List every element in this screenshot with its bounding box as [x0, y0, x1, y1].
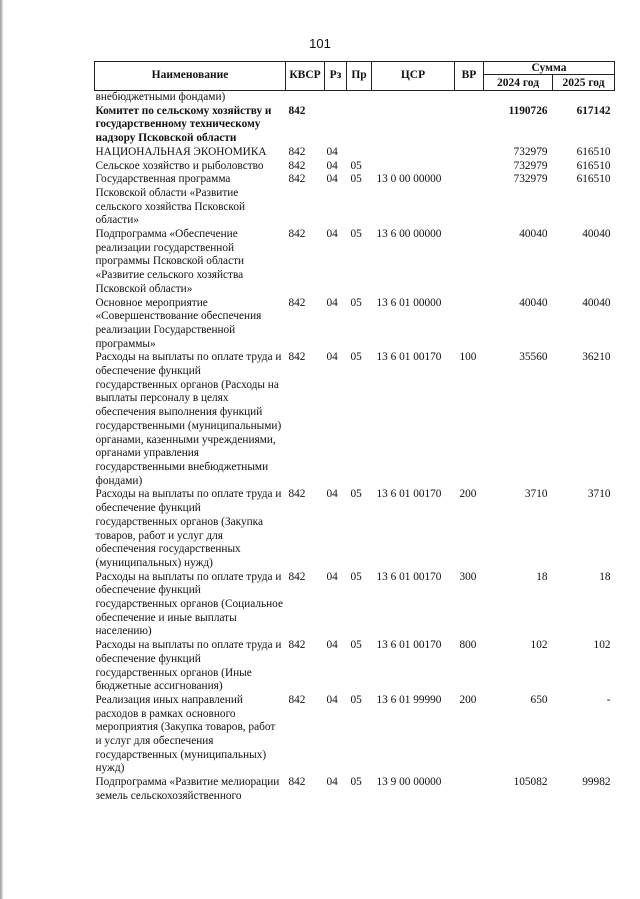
row-sum-2025: 40040: [582, 296, 611, 309]
row-csr: [372, 91, 455, 105]
row-kvsr: 842: [288, 693, 306, 706]
row-sum-2025: 99982: [582, 776, 611, 789]
row-sum-2024: 105082: [513, 776, 548, 789]
table-row: [95, 146, 615, 160]
table-row: [95, 228, 615, 297]
row-sum-2024: [484, 91, 553, 105]
row-kvsr: 842: [288, 488, 306, 501]
row-vr: [455, 776, 484, 803]
row-rz: 04: [326, 351, 338, 364]
row-vr: [455, 105, 484, 146]
row-pr: [347, 146, 372, 160]
table-row: [95, 351, 615, 488]
row-kvsr: 842: [288, 351, 306, 364]
row-csr: 13 6 01 00170: [376, 639, 442, 652]
table-row: [95, 173, 615, 228]
row-sum-2024: 40040: [519, 228, 548, 241]
row-sum-2025: 617142: [576, 104, 611, 117]
header-year-2025: 2025 год: [553, 75, 615, 91]
row-vr: 200: [459, 488, 477, 501]
row-sum-2025: 616510: [576, 145, 611, 158]
row-sum-2024: 650: [530, 693, 548, 706]
row-sum-2024: 1190726: [508, 104, 548, 117]
row-kvsr: 842: [288, 104, 306, 117]
row-csr: [372, 105, 455, 146]
row-vr: [455, 228, 484, 297]
row-pr: 05: [350, 776, 362, 789]
row-vr: [455, 173, 484, 228]
row-pr: 05: [350, 488, 362, 501]
row-name: Подпрограмма «Развитие мелиорации земель сельскохозяйственного: [95, 776, 280, 802]
header-name: Наименование: [95, 62, 286, 91]
row-kvsr: 842: [288, 159, 306, 172]
row-rz: 04: [326, 639, 338, 652]
row-pr: 05: [350, 693, 362, 706]
row-rz: 04: [326, 159, 338, 172]
header-csr: ЦСР: [372, 62, 455, 91]
row-kvsr: 842: [288, 173, 306, 186]
row-name: Сельское хозяйство и рыболовство: [95, 159, 264, 172]
row-pr: 05: [350, 173, 362, 186]
table-row: [95, 571, 615, 640]
row-rz: 04: [326, 228, 338, 241]
row-vr: [455, 297, 484, 352]
row-kvsr: 842: [288, 296, 306, 309]
row-sum-2024: 35560: [519, 351, 548, 364]
header-year-2024: 2024 год: [484, 75, 553, 91]
row-name: внебюджетными фондами): [95, 91, 226, 103]
row-sum-2024: 732979: [513, 145, 548, 158]
row-csr: 13 6 01 00170: [376, 488, 442, 501]
row-pr: [347, 91, 372, 105]
header-rz: Рз: [325, 62, 347, 91]
row-name: Государственная программа Псковской области «Развитие сельского хозяйства Псковской области»: [95, 173, 246, 227]
row-sum-2025: 616510: [576, 159, 611, 172]
row-name: Подпрограмма «Обеспечение реализации государственной программы Псковской области «Развитие сельского хозяйства Псковской области»: [95, 228, 245, 295]
header-sum: Сумма: [484, 62, 615, 75]
row-name: Расходы на выплаты по оплате труда и обеспечение функций государственных органов (Иные бюджетные ассигнования): [95, 639, 282, 693]
row-sum-2025: [553, 91, 615, 105]
row-name: Расходы на выплаты по оплате труда и обеспечение функций государственных органов (Расходы на выплаты персоналу в целях обеспечения выполнения функций государственными (муниципальными) органами, казенными учреждениями, органами управления государственными внебюджетными фондами): [95, 351, 282, 487]
page-number: 101: [309, 36, 331, 51]
row-sum-2024: 102: [530, 639, 548, 652]
row-csr: 13 6 01 99990: [376, 693, 442, 706]
table-row: [95, 639, 615, 694]
table-row: [95, 105, 615, 146]
row-rz: 04: [326, 145, 338, 158]
row-vr: 100: [459, 351, 477, 364]
row-name: НАЦИОНАЛЬНАЯ ЭКОНОМИКА: [95, 145, 267, 158]
row-name: Реализация иных направлений расходов в рамках основного мероприятия (Закупка товаров, работ и услуг для обеспечения государственных (муниципальных) нужд): [95, 693, 276, 775]
row-csr: 13 6 01 00000: [376, 296, 442, 309]
row-vr: [455, 146, 484, 160]
row-vr: [455, 160, 484, 174]
scan-edge: [0, 0, 3, 899]
row-rz: [325, 91, 347, 105]
row-sum-2024: 40040: [519, 296, 548, 309]
row-rz: 04: [326, 488, 338, 501]
row-name: Расходы на выплаты по оплате труда и обеспечение функций государственных органов (Социальное обеспечение и иные выплаты населению): [95, 570, 283, 638]
row-name: Расходы на выплаты по оплате труда и обеспечение функций государственных органов (Закупка товаров, работ и услуг для обеспечения государственных (муниципальных) нужд): [95, 488, 282, 569]
row-sum-2024: 732979: [513, 159, 548, 172]
row-sum-2025: 616510: [576, 173, 611, 186]
row-rz: 04: [326, 693, 338, 706]
row-sum-2025: 40040: [582, 228, 611, 241]
row-rz: 04: [326, 173, 338, 186]
row-kvsr: [286, 91, 325, 105]
row-sum-2025: -: [606, 693, 611, 706]
budget-table: [94, 61, 615, 804]
row-vr: 200: [459, 693, 477, 706]
header-vr: ВР: [455, 62, 484, 91]
table-row: [95, 776, 615, 803]
row-csr: [372, 160, 455, 174]
row-rz: 04: [326, 570, 338, 583]
row-rz: [325, 105, 347, 146]
header-pr: Пр: [347, 62, 372, 91]
header-kvsr: КВСР: [286, 62, 325, 91]
row-kvsr: 842: [288, 570, 306, 583]
table-row: [95, 297, 615, 352]
row-pr: 05: [350, 296, 362, 309]
row-pr: 05: [350, 351, 362, 364]
row-pr: [347, 105, 372, 146]
row-csr: 13 9 00 00000: [376, 776, 442, 789]
row-kvsr: 842: [288, 145, 306, 158]
row-sum-2024: 3710: [524, 488, 548, 501]
table-row: [95, 694, 615, 776]
row-csr: [372, 146, 455, 160]
table-row: [95, 160, 615, 174]
row-vr: 300: [459, 570, 477, 583]
row-vr: [455, 91, 484, 105]
row-kvsr: 842: [288, 228, 306, 241]
row-csr: 13 6 00 00000: [376, 228, 442, 241]
row-rz: 04: [326, 776, 338, 789]
row-sum-2024: 18: [536, 570, 548, 583]
row-sum-2024: 732979: [513, 173, 548, 186]
row-csr: 13 0 00 00000: [376, 173, 442, 186]
table-header: [95, 62, 615, 91]
table-body: [95, 91, 615, 804]
row-kvsr: 842: [288, 776, 306, 789]
row-sum-2025: 3710: [587, 488, 611, 501]
row-pr: 05: [350, 570, 362, 583]
row-csr: 13 6 01 00170: [376, 570, 442, 583]
row-sum-2025: 102: [593, 639, 611, 652]
row-rz: 04: [326, 296, 338, 309]
row-name: Комитет по сельскому хозяйству и государственному техническому надзору Псковской области: [95, 104, 272, 145]
row-csr: 13 6 01 00170: [376, 351, 442, 364]
row-vr: 800: [459, 639, 477, 652]
row-pr: 05: [350, 639, 362, 652]
row-pr: 05: [350, 228, 362, 241]
table-row: [95, 91, 615, 105]
row-kvsr: 842: [288, 639, 306, 652]
row-pr: 05: [350, 159, 362, 172]
table-row: [95, 488, 615, 570]
row-sum-2025: 18: [599, 570, 611, 583]
row-name: Основное мероприятие «Совершенствование обеспечения реализации Государственной программы»: [95, 296, 262, 350]
row-sum-2025: 36210: [582, 351, 611, 364]
